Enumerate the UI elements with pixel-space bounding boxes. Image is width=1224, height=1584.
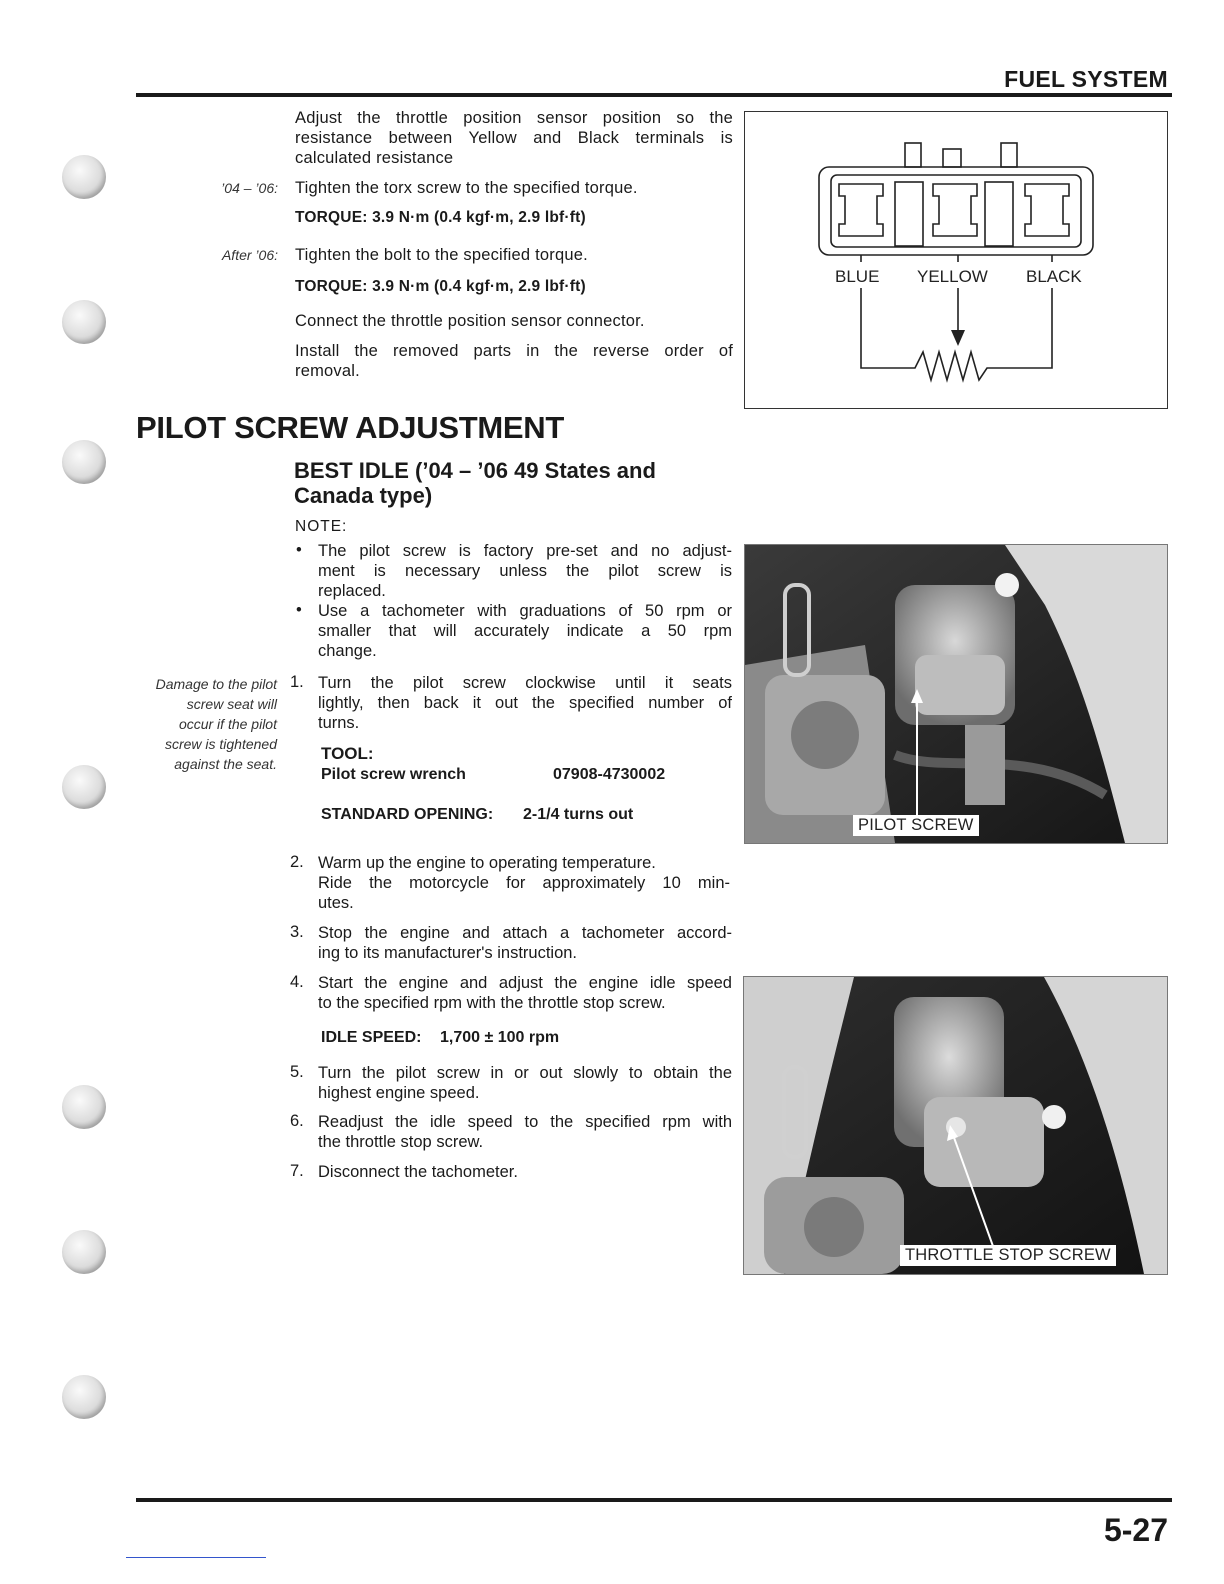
binder-hole [62, 440, 106, 484]
idle-speed-value: 1,700 ± 100 rpm [440, 1029, 560, 1046]
terminal-cavity [933, 184, 977, 236]
connector-diagram [744, 111, 1168, 409]
wiper-arrow [951, 330, 965, 346]
text-line: Readjust the idle speed to the specified rpm with [318, 1113, 732, 1131]
step-number: 2. [290, 853, 304, 871]
tool-number: 07908-4730002 [553, 766, 666, 783]
text-line: Ride the motorcycle for approximately 10 min- [318, 874, 730, 892]
footer-rule [136, 1498, 1172, 1502]
text-line: calculated resistance [295, 149, 454, 167]
tighten-torx-text: Tighten the torx screw to the specified torque. [295, 179, 638, 197]
text-line: Turn the pilot screw in or out slowly to obtain the [318, 1064, 732, 1082]
adjust-paragraph [295, 108, 733, 168]
binder-hole [62, 1085, 106, 1129]
page-number: 5-27 [1103, 1512, 1168, 1548]
step-item [318, 923, 732, 963]
terminal-cavity [839, 184, 883, 236]
pilot-screw-photo-art [745, 545, 1167, 843]
text-line: highest engine speed. [318, 1084, 480, 1102]
connector-body [819, 167, 1093, 255]
footer-link-underline[interactable] [126, 1557, 266, 1558]
pilot-screw-photo [744, 544, 1168, 844]
connector-latch [905, 143, 921, 167]
step-item [318, 1112, 732, 1152]
step-item [318, 673, 732, 733]
text-line: Install the removed parts in the reverse order of [295, 342, 733, 360]
text-line: ing to its manufacturer's instruction. [318, 944, 578, 962]
tighten-bolt-text: Tighten the bolt to the specified torque. [295, 246, 588, 264]
side-note-0406: ’04 – ’06: [221, 180, 278, 196]
text-line: Adjust the throttle position sensor position so the [295, 109, 733, 127]
text-line: smaller that will accurately indicate a 50 rpm [318, 622, 732, 640]
step-item [318, 973, 732, 1013]
throttle-stop-screw-photo-art [744, 977, 1167, 1274]
tool-name: Pilot screw wrench [321, 766, 466, 783]
header-rule [136, 93, 1172, 97]
std-opening-value: 2-1/4 turns out [523, 806, 634, 823]
text-line: screw is tightened [164, 736, 277, 752]
tool-label: TOOL: [321, 744, 374, 763]
binder-hole [62, 300, 106, 344]
text-line: Stop the engine and attach a tachometer accord- [318, 924, 732, 942]
step-number: 6. [290, 1112, 304, 1130]
text-line: to the specified rpm with the throttle stop screw. [318, 994, 666, 1012]
throttle-stop-screw-photo [743, 976, 1168, 1275]
binder-hole [62, 155, 106, 199]
text-line: lightly, then back it out the specified number of [318, 694, 732, 712]
bullet: • [296, 601, 302, 619]
step-number: 4. [290, 973, 304, 991]
binder-hole [62, 1230, 106, 1274]
text-line: ment is necessary unless the pilot screw is [318, 562, 732, 580]
connect-text: Connect the throttle position sensor connector. [295, 312, 645, 330]
text-line: Disconnect the tachometer. [318, 1163, 518, 1181]
step-number: 7. [290, 1162, 304, 1180]
text-line: The pilot screw is factory pre-set and no adjust- [318, 542, 732, 560]
step-number: 3. [290, 923, 304, 941]
subtitle-line: BEST IDLE (’04 – ’06 49 States and [294, 458, 656, 483]
text-line: against the seat. [174, 756, 277, 772]
text-line: screw seat will [186, 696, 277, 712]
caution-side-note [120, 674, 277, 774]
note-item [318, 601, 732, 661]
text-line: utes. [318, 894, 354, 912]
step-item [318, 853, 730, 913]
connector-latch [943, 149, 961, 167]
text-line: occur if the pilot [178, 716, 277, 732]
step-number: 1. [290, 673, 304, 691]
text-line: resistance between Yellow and Black terminals is [295, 129, 733, 147]
label-yellow: YELLOW [917, 267, 988, 286]
terminal-cavity [895, 182, 923, 246]
binder-hole [62, 765, 106, 809]
terminal-cavity [1025, 184, 1069, 236]
idle-speed-label: IDLE SPEED: [321, 1029, 422, 1046]
terminal-cavity [985, 182, 1013, 246]
step-item [318, 1063, 732, 1103]
section-subtitle [294, 458, 734, 508]
note-label: NOTE: [295, 518, 348, 535]
subtitle-line: Canada type) [294, 483, 433, 508]
torque-spec-1: TORQUE: 3.9 N·m (0.4 kgf·m, 2.9 lbf·ft) [295, 209, 586, 226]
step-item [318, 1162, 732, 1182]
text-line: Damage to the pilot [155, 676, 277, 692]
text-line: replaced. [318, 582, 386, 600]
label-black: BLACK [1026, 267, 1082, 286]
side-note-after06: After ’06: [221, 247, 278, 263]
connector-diagram-svg [745, 112, 1167, 408]
section-header: FUEL SYSTEM [1004, 66, 1168, 92]
text-line: Turn the pilot screw clockwise until it seats [318, 674, 732, 692]
connector-latch [1001, 143, 1017, 167]
step-number: 5. [290, 1063, 304, 1081]
label-blue: BLUE [835, 267, 880, 286]
bullet: • [296, 541, 302, 559]
text-line: Start the engine and adjust the engine idle speed [318, 974, 732, 992]
text-line: Warm up the engine to operating temperature. [318, 854, 656, 872]
std-opening-label: STANDARD OPENING: [321, 806, 494, 823]
text-line: removal. [295, 362, 360, 380]
text-line: Use a tachometer with graduations of 50 rpm or [318, 602, 732, 620]
binder-hole [62, 1375, 106, 1419]
section-title: PILOT SCREW ADJUSTMENT [136, 410, 564, 445]
text-line: the throttle stop screw. [318, 1133, 484, 1151]
text-line: change. [318, 642, 377, 660]
throttle-stop-screw-callout: THROTTLE STOP SCREW [900, 1245, 1116, 1266]
install-paragraph [295, 341, 733, 381]
pilot-screw-callout: PILOT SCREW [853, 815, 979, 836]
note-item [318, 541, 732, 601]
torque-spec-2: TORQUE: 3.9 N·m (0.4 kgf·m, 2.9 lbf·ft) [295, 278, 586, 295]
text-line: turns. [318, 714, 360, 732]
